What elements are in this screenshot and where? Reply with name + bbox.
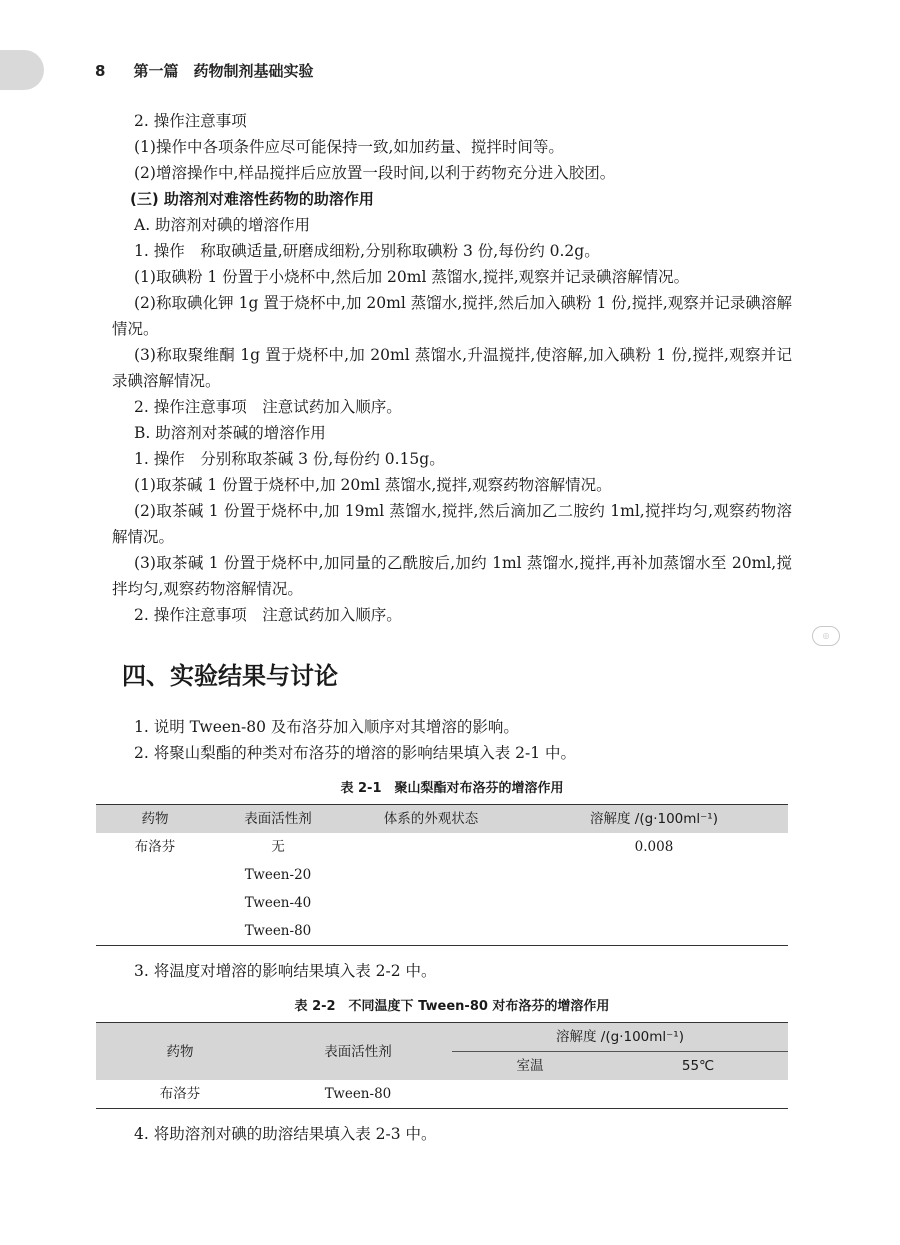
table-2-2 xyxy=(96,1022,788,1109)
paragraph: 4. 将助溶剂对碘的助溶结果填入表 2-3 中。 xyxy=(134,1125,437,1143)
table-cell xyxy=(342,889,520,917)
section-heading: 四、实验结果与讨论 xyxy=(122,662,338,690)
table-row xyxy=(96,917,788,946)
table-cell xyxy=(520,861,788,889)
column-header: 药物 xyxy=(96,805,214,834)
paragraph: A. 助溶剂对碘的增溶作用 xyxy=(134,216,311,234)
table-cell: Tween-80 xyxy=(214,917,342,946)
column-header: 溶解度 /(g·100ml⁻¹) xyxy=(452,1023,788,1052)
watermark-stamp-icon: ◎ xyxy=(812,626,840,646)
paragraph: 2. 操作注意事项 注意试药加入顺序。 xyxy=(134,606,402,624)
table-cell: 布洛芬 xyxy=(134,839,176,855)
page-number: 8 xyxy=(95,62,106,80)
paragraph: 1. 操作 称取碘适量,研磨成细粉,分别称取碘粉 3 份,每份约 0.2g。 xyxy=(134,242,600,260)
table-row xyxy=(96,889,788,917)
paragraph: (1)操作中各项条件应尽可能保持一致,如加药量、搅拌时间等。 xyxy=(134,138,564,156)
paragraph: (2)称取碘化钾 1g 置于烧杯中,加 20ml 蒸馏水,搅拌,然后加入碘粉 1 份,搅拌,观察并记录碘溶解情况。 xyxy=(112,294,792,338)
column-header: 溶解度 /(g·100ml⁻¹) xyxy=(520,805,788,834)
page-content xyxy=(112,108,792,1147)
table-cell xyxy=(96,917,214,946)
paragraph: 2. 操作注意事项 xyxy=(134,112,247,130)
paragraph: (1)取茶碱 1 份置于烧杯中,加 20ml 蒸馏水,搅拌,观察药物溶解情况。 xyxy=(134,476,612,494)
table-2-1 xyxy=(96,804,788,946)
page-edge-tab xyxy=(0,50,44,90)
table-cell xyxy=(342,861,520,889)
table-cell xyxy=(96,889,214,917)
table-row xyxy=(96,861,788,889)
chapter-title: 第一篇 药物制剂基础实验 xyxy=(133,62,314,80)
paragraph: 2. 操作注意事项 注意试药加入顺序。 xyxy=(134,398,402,416)
paragraph: (2)增溶操作中,样品搅拌后应放置一段时间,以利于药物充分进入胶团。 xyxy=(134,164,616,182)
table-row xyxy=(96,1080,788,1109)
table-cell xyxy=(342,833,520,861)
paragraph: 1. 说明 Tween-80 及布洛芬加入顺序对其增溶的影响。 xyxy=(134,718,519,736)
column-header: 体系的外观状态 xyxy=(342,805,520,834)
table-cell: 无 xyxy=(271,839,285,855)
table-cell: Tween-40 xyxy=(244,895,312,911)
table-cell xyxy=(608,1080,788,1109)
paragraph: 1. 操作 分别称取茶碱 3 份,每份约 0.15g。 xyxy=(134,450,445,468)
column-header: 55℃ xyxy=(608,1052,788,1081)
running-header xyxy=(95,60,313,81)
column-header: 表面活性剂 xyxy=(214,805,342,834)
table-cell xyxy=(520,917,788,946)
paragraph: (3)取茶碱 1 份置于烧杯中,加同量的乙酰胺后,加约 1ml 蒸馏水,搅拌,再补加蒸馏水至 20ml,搅拌均匀,观察药物溶解情况。 xyxy=(112,554,792,598)
paragraph: (1)取碘粉 1 份置于小烧杯中,然后加 20ml 蒸馏水,搅拌,观察并记录碘溶解情况。 xyxy=(134,268,690,286)
table-caption: 表 2-2 不同温度下 Tween-80 对布洛芬的增溶作用 xyxy=(294,999,610,1014)
table-cell: Tween-20 xyxy=(244,867,312,883)
paragraph: (3)称取聚维酮 1g 置于烧杯中,加 20ml 蒸馏水,升温搅拌,使溶解,加入碘粉 1 份,搅拌,观察并记录碘溶解情况。 xyxy=(112,346,792,390)
section-subheading: (三) 助溶剂对难溶性药物的助溶作用 xyxy=(130,190,374,208)
column-header: 表面活性剂 xyxy=(264,1023,452,1081)
table-cell: 布洛芬 xyxy=(96,1080,264,1109)
table-caption: 表 2-1 聚山梨酯对布洛芬的增溶作用 xyxy=(340,781,564,796)
table-cell xyxy=(96,861,214,889)
paragraph: B. 助溶剂对茶碱的增溶作用 xyxy=(134,424,326,442)
table-row xyxy=(96,833,788,861)
column-header: 室温 xyxy=(452,1052,608,1081)
column-header: 药物 xyxy=(96,1023,264,1081)
table-cell xyxy=(520,889,788,917)
table-cell xyxy=(452,1080,608,1109)
paragraph: (2)取茶碱 1 份置于烧杯中,加 19ml 蒸馏水,搅拌,然后滴加乙二胺约 1ml,搅拌均匀,观察药物溶解情况。 xyxy=(112,502,792,546)
paragraph: 2. 将聚山梨酯的种类对布洛芬的增溶的影响结果填入表 2-1 中。 xyxy=(134,744,577,762)
table-cell: 0.008 xyxy=(634,839,674,855)
table-cell xyxy=(342,917,520,946)
paragraph: 3. 将温度对增溶的影响结果填入表 2-2 中。 xyxy=(134,962,437,980)
table-cell: Tween-80 xyxy=(264,1080,452,1109)
